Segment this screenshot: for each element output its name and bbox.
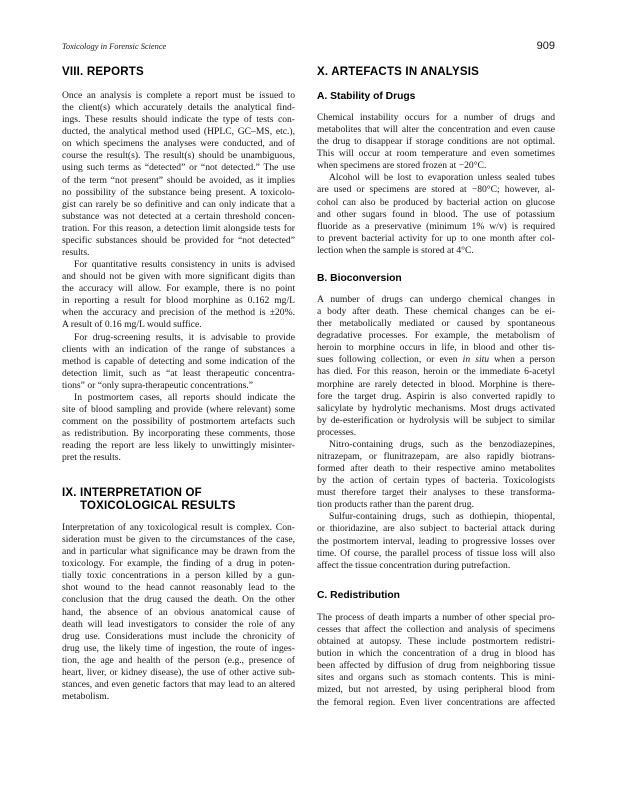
text-line: must therefore target their analyses to these transforma- bbox=[317, 487, 555, 499]
text-line bbox=[317, 354, 555, 366]
text-line: Nitro-containing drugs, such as the benzodiazepines, bbox=[329, 438, 555, 450]
page-number: 909 bbox=[536, 40, 555, 52]
text-line: reading the report are less likely to unwittingly misinter- bbox=[62, 440, 295, 452]
text-line: and in particular what significance may be drawn from the bbox=[62, 546, 295, 558]
text-line: processes. bbox=[317, 426, 357, 438]
text-line: In postmortem cases, all reports should indicate the bbox=[74, 391, 295, 403]
text-line: sideration must be given to the circumstances of the case, bbox=[62, 534, 295, 546]
text-line: toxicology. For example, the finding of a drug in poten- bbox=[62, 558, 295, 570]
text-line: sites and organs such as stomach contents. This is mini- bbox=[317, 672, 555, 684]
text-line: metabolites that will alter the concentration and even cause bbox=[317, 124, 555, 136]
text-line: For drug-screening results, it is advisable to provide bbox=[74, 331, 295, 343]
paragraph bbox=[317, 172, 555, 257]
text-line: tion products rather than the parent drug. bbox=[317, 499, 474, 511]
text-line: fluoride as a preservative (minimum 1% w/v) is required bbox=[317, 220, 555, 232]
text-line: For quantitative results consistency in units is advised bbox=[74, 259, 295, 271]
text-line: the client(s) which accurately details the analytical find- bbox=[62, 102, 295, 114]
text-line: cohol can also be produced by bacterial action on glucose bbox=[317, 196, 555, 208]
text-line: specific substances should be provided for “not detected” bbox=[62, 234, 295, 246]
text-segment: sues following collection, or even bbox=[317, 354, 463, 366]
text-line: method is capable of detecting and some indication of the bbox=[62, 355, 295, 367]
text-line: the accuracy will allow. For example, there is no point bbox=[62, 283, 295, 295]
text-line: tion, the age and health of the person (e.g., presence of bbox=[62, 654, 295, 666]
text-line: A number of drugs can undergo chemical changes in bbox=[317, 294, 555, 305]
text-line: fore the target drug. Aspirin is also converted rapidly to bbox=[317, 390, 555, 402]
text-line: tration. For this reason, a detection limit alongside tests for bbox=[62, 222, 295, 234]
text-line: degradative processes. For example, the metabolism of bbox=[317, 330, 555, 342]
paragraph bbox=[317, 612, 555, 709]
text-line: formed after death to their respective amino metabolites bbox=[317, 463, 555, 475]
text-line: using such terms as “detected” or “not detected.” The use bbox=[62, 162, 295, 174]
text-line: when specimens are stored frozen at −20°C. bbox=[317, 160, 487, 172]
text-line: affect the tissue concentration during putrefaction. bbox=[317, 559, 511, 571]
text-line: a body after death. These chemical changes can be ei- bbox=[317, 306, 555, 318]
paragraph bbox=[317, 294, 555, 439]
text-line: site of blood sampling and provide (where relevant) some bbox=[62, 404, 295, 416]
text-line: This will occur at room temperature and even sometimes bbox=[317, 148, 555, 160]
section-heading-interpretation bbox=[62, 487, 236, 513]
paragraph bbox=[317, 439, 555, 511]
subsection-bioconversion-body bbox=[317, 294, 555, 572]
text-line: to prevent bacterial activity for up to one month after col- bbox=[317, 232, 555, 244]
text-line: tially toxic concentrations in a person killed by a gun- bbox=[62, 570, 295, 582]
text-line: Alcohol will be lost to evaporation unless sealed tubes bbox=[329, 172, 555, 184]
text-line: ducted, the analytical method used (HPLC, GC–MS, etc.), bbox=[62, 126, 295, 138]
text-line: on which specimens the analyses were conducted, and of bbox=[62, 138, 295, 150]
text-line: of the term “not present” should be avoided, as it implies bbox=[62, 174, 295, 186]
heading-line: TOXICOLOGICAL RESULTS bbox=[80, 499, 236, 512]
subsection-heading-stability: A. Stability of Drugs bbox=[317, 91, 416, 102]
text-line: Interpretation of any toxicological result is complex. Con- bbox=[62, 522, 295, 533]
text-line: pret the results. bbox=[62, 452, 121, 464]
text-line: time. Of course, the parallel process of tissue loss will also bbox=[317, 547, 555, 559]
text-line: cesses that affect the collection and analysis of specimens bbox=[317, 624, 555, 636]
text-line: The process of death imparts a number of other special pro- bbox=[317, 612, 555, 623]
text-line: stances, and even genetic factors that may lead to an altered bbox=[62, 679, 295, 691]
text-line: drug use. Considerations must include the chronicity of bbox=[62, 630, 295, 642]
text-line: conclusion that the drug caused the death. On the other bbox=[62, 594, 295, 606]
text-line: Once an analysis is complete a report must be issued to bbox=[62, 90, 295, 101]
text-line: by de-esterification or hydrolysis will be subject to similar bbox=[317, 414, 555, 426]
text-line: substance was not detected at a certain threshold concen- bbox=[62, 210, 295, 222]
italic-text: in situ bbox=[462, 354, 490, 366]
heading-line: IX. INTERPRETATION OF bbox=[62, 486, 202, 499]
section-reports-body bbox=[62, 90, 295, 464]
text-line: course the result(s). The result(s) should be unambiguous, bbox=[62, 150, 295, 162]
text-line: A result of 0.16 mg/L would suffice. bbox=[62, 319, 202, 331]
paragraph bbox=[317, 511, 555, 571]
text-line: comment on the possibility of postmortem artefacts such bbox=[62, 416, 295, 428]
subsection-redistribution-body bbox=[317, 612, 555, 709]
text-line: salicylate by hydrolytic mechanisms. Most drugs activated bbox=[317, 402, 555, 414]
text-line: the postmortem interval, leading to progressive losses over bbox=[317, 535, 555, 547]
text-line: clients with an indication of the range of substances a bbox=[62, 343, 295, 355]
paragraph bbox=[62, 392, 295, 464]
text-line: hand, the absence of an obvious anatomical cause of bbox=[62, 606, 295, 618]
text-line: Sulfur-containing drugs, such as dothiepin, thiopental, bbox=[329, 511, 555, 523]
text-line: are used or specimens are stored at −80°C; however, al- bbox=[317, 184, 555, 196]
section-heading-reports: VIII. REPORTS bbox=[62, 65, 144, 78]
text-line: the drug to disappear if storage conditions are not optimal. bbox=[317, 136, 555, 148]
text-line: results. bbox=[62, 247, 90, 259]
text-line: ings. These results should indicate the type of tests con- bbox=[62, 114, 295, 126]
text-line: been affected by diffusion of drug from neighboring tissue bbox=[317, 660, 555, 672]
text-line: no possibility of the substance being present. A toxicolo- bbox=[62, 186, 295, 198]
text-line: mized, but not arrested, by using peripheral blood from bbox=[317, 684, 555, 696]
text-line: by the action of certain types of bacteria. Toxicologists bbox=[317, 475, 555, 487]
text-line: heart, liver, or kidney disease), the use of other active sub- bbox=[62, 666, 295, 678]
text-line: as redistribution. By incorporating these comments, those bbox=[62, 428, 295, 440]
text-line: shot wound to the head cannot reasonably lead to the bbox=[62, 582, 295, 594]
text-line: and should not be given with more significant digits than bbox=[62, 271, 295, 283]
text-line: and other sugars found in blood. The use of potassium bbox=[317, 208, 555, 220]
text-line: has died. For this reason, heroin or the immediate 6-acetyl bbox=[317, 366, 555, 378]
paragraph bbox=[317, 112, 555, 172]
paragraph bbox=[62, 259, 295, 331]
text-line: tions” or “only supra-therapeutic concentrations.” bbox=[62, 379, 254, 391]
text-line: heroin to morphine occurs in life, in blood and other tis- bbox=[317, 342, 555, 354]
text-line: morphine are rarely detected in blood. Morphine is there- bbox=[317, 378, 555, 390]
text-line: detection limit, such as “at least therapeutic concentra- bbox=[62, 367, 295, 379]
text-line: drug use, the likely time of ingestion, the route of inges- bbox=[62, 642, 295, 654]
subsection-heading-redistribution: C. Redistribution bbox=[317, 590, 400, 601]
text-line: metabolism. bbox=[62, 691, 110, 703]
text-line: bution in which the concentration of a drug in blood has bbox=[317, 648, 555, 660]
text-segment: when a person bbox=[489, 354, 555, 366]
text-line: or thioridazine, are also subject to bacterial attack during bbox=[317, 523, 555, 535]
subsection-heading-bioconversion: B. Bioconversion bbox=[317, 273, 402, 284]
running-head-title: Toxicology in Forensic Science bbox=[62, 42, 167, 51]
text-line: ther metabolically mediated or caused by spontaneous bbox=[317, 318, 555, 330]
section-interpretation-body bbox=[62, 522, 295, 703]
section-heading-artefacts: X. ARTEFACTS IN ANALYSIS bbox=[317, 65, 479, 78]
text-line: the femoral region. Even liver concentrations are affected bbox=[317, 696, 555, 708]
paragraph bbox=[62, 332, 295, 392]
text-line: nitrazepam, or flunitrazepam, are also rapidly biotrans- bbox=[317, 451, 555, 463]
text-line: when the accuracy and precision of the method is ±20%. bbox=[62, 307, 295, 319]
text-line: Chemical instability occurs for a number of drugs and bbox=[317, 112, 555, 123]
paragraph bbox=[62, 90, 295, 259]
text-line: gist can rarely be so definitive and can only indicate that a bbox=[62, 198, 295, 210]
text-line: lection when the sample is stored at 4°C. bbox=[317, 244, 474, 256]
text-line: in reporting a result for blood morphine as 0.162 mg/L bbox=[62, 295, 295, 307]
text-line: obtained at autopsy. These include postmortem redistri- bbox=[317, 636, 555, 648]
paragraph bbox=[62, 522, 295, 703]
text-line: death will lead investigators to consider the role of any bbox=[62, 618, 295, 630]
subsection-stability-body bbox=[317, 112, 555, 257]
